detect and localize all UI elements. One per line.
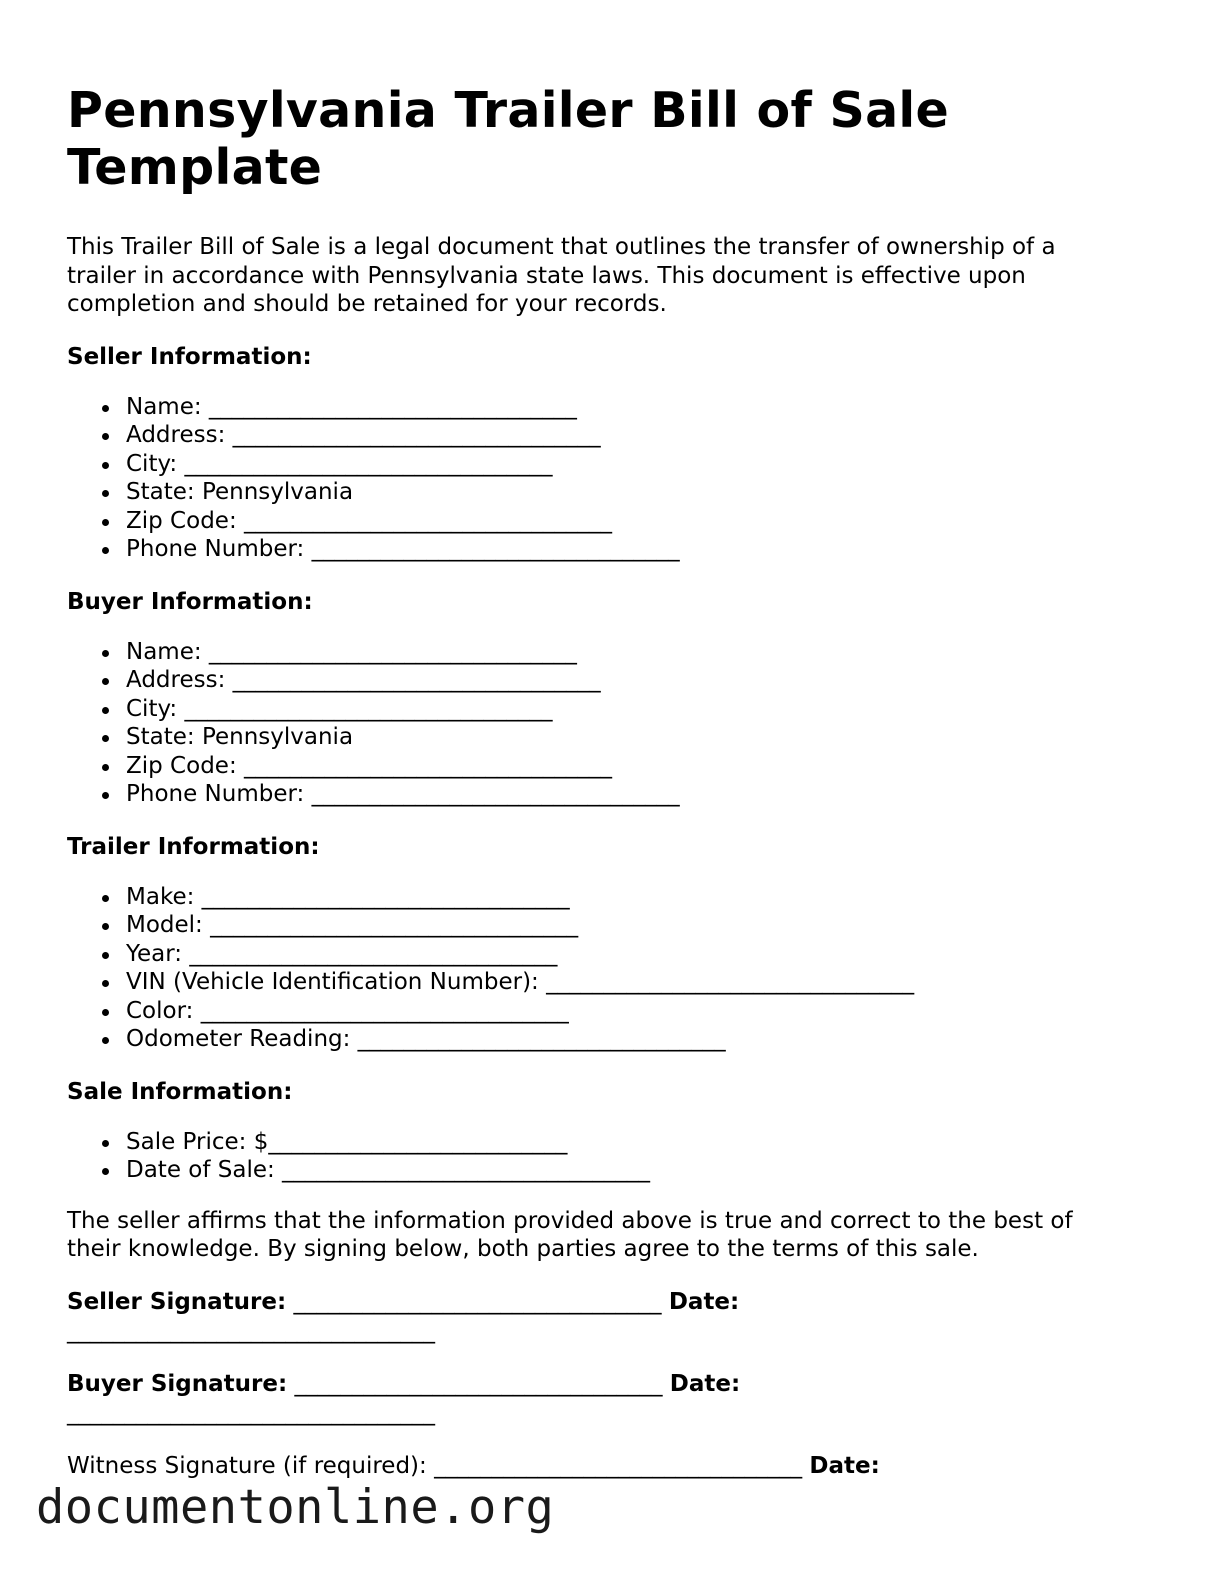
seller-date-label: Date: <box>668 1288 740 1315</box>
seller-section-heading: Seller Information: <box>67 343 312 370</box>
trailer-section-heading: Trailer Information: <box>67 833 320 860</box>
buyer-field-list <box>67 638 1167 809</box>
buyer-signature-block <box>67 1370 1167 1428</box>
witness-signature-block <box>67 1452 1167 1481</box>
seller-city-field: City: ________________________________ <box>126 450 1167 479</box>
buyer-state-field: State: Pennsylvania <box>126 723 1167 752</box>
seller-address-field: Address: ________________________________ <box>126 421 1167 450</box>
seller-signature-line: ________________________________ <box>293 1288 662 1315</box>
intro-paragraph: This Trailer Bill of Sale is a legal document that outlines the transfer of ownership of a trailer in accordance with Pennsylvania state laws. This document is effective upon completion and should be retained for your records. <box>67 234 1056 317</box>
buyer-date-line: ________________________________ <box>67 1399 435 1426</box>
trailer-year-field: Year: ________________________________ <box>126 940 1167 969</box>
document-page <box>67 82 1167 1481</box>
watermark-text: documentonline.org <box>36 1480 555 1535</box>
seller-signature-label: Seller Signature: <box>67 1288 287 1315</box>
seller-state-field: State: Pennsylvania <box>126 478 1167 507</box>
sale-section-heading: Sale Information: <box>67 1078 293 1105</box>
buyer-city-field: City: ________________________________ <box>126 695 1167 724</box>
buyer-signature-label: Buyer Signature: <box>67 1370 288 1397</box>
buyer-signature-line: ________________________________ <box>294 1370 663 1397</box>
seller-zip-field: Zip Code: ________________________________ <box>126 507 1167 536</box>
buyer-zip-field: Zip Code: ________________________________ <box>126 752 1167 781</box>
seller-field-list <box>67 393 1167 564</box>
buyer-date-label: Date: <box>669 1370 741 1397</box>
buyer-phone-field: Phone Number: ________________________________ <box>126 780 1167 809</box>
sale-date-field: Date of Sale: ________________________________ <box>126 1156 1167 1185</box>
sale-price-field: Sale Price: $__________________________ <box>126 1128 1167 1157</box>
buyer-section-heading: Buyer Information: <box>67 588 313 615</box>
sale-field-list <box>67 1128 1167 1185</box>
trailer-field-list <box>67 883 1167 1054</box>
document-title: Pennsylvania Trailer Bill of Sale Template <box>67 82 950 196</box>
witness-signature-line: ________________________________ <box>434 1452 803 1479</box>
trailer-odometer-field: Odometer Reading: ________________________________ <box>126 1025 1167 1054</box>
seller-signature-block <box>67 1288 1167 1346</box>
seller-date-line: ________________________________ <box>67 1317 435 1344</box>
affirmation-paragraph: The seller affirms that the information provided above is true and correct to the best of their knowledge. By signing below, both parties agree to the terms of this sale. <box>67 1207 1073 1262</box>
seller-phone-field: Phone Number: ________________________________ <box>126 535 1167 564</box>
trailer-color-field: Color: ________________________________ <box>126 997 1167 1026</box>
witness-date-label: Date: <box>809 1452 880 1479</box>
witness-signature-label: Witness Signature (if required): <box>67 1452 427 1479</box>
trailer-vin-field: VIN (Vehicle Identification Number): ________________________________ <box>126 968 1167 997</box>
buyer-name-field: Name: ________________________________ <box>126 638 1167 667</box>
seller-name-field: Name: ________________________________ <box>126 393 1167 422</box>
buyer-address-field: Address: ________________________________ <box>126 666 1167 695</box>
trailer-make-field: Make: ________________________________ <box>126 883 1167 912</box>
trailer-model-field: Model: ________________________________ <box>126 911 1167 940</box>
